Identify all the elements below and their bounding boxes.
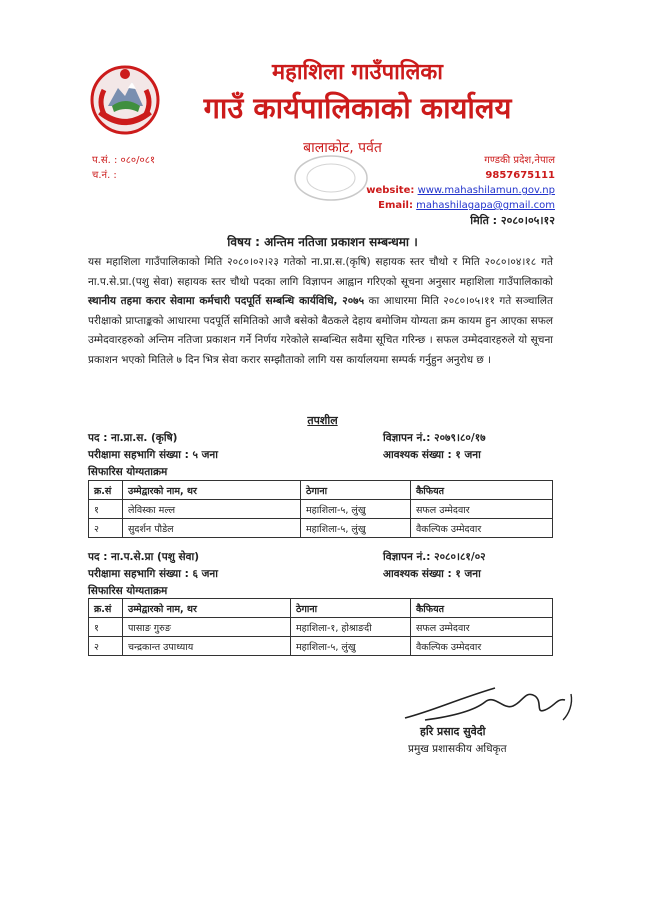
- signatory-title: प्रमुख प्रशासकीय अधिकृत: [408, 743, 507, 755]
- cell-serial: १: [89, 618, 123, 637]
- contact-block: [366, 153, 555, 228]
- website-label: website:: [366, 185, 415, 196]
- col-remarks: कैफियत: [411, 599, 553, 618]
- cell-address: महाशिला-५, लुंखु: [301, 519, 411, 538]
- col-serial: क्र.सं: [89, 599, 123, 618]
- table-header-row: [89, 481, 553, 500]
- post-2-vacancy: विज्ञापन नं.: २०८०।८१/०२: [383, 551, 486, 563]
- office-name: गाउँ कार्यपालिकाको कार्यालय: [203, 91, 512, 125]
- notice-body: [88, 253, 553, 370]
- cell-remarks: वैकल्पिक उम्मेदवार: [411, 519, 553, 538]
- post-1-title: पद : ना.प्रा.स. (कृषि): [88, 432, 178, 444]
- col-name: उम्मेद्वारको नाम, थर: [123, 599, 291, 618]
- post-1-table: [88, 480, 553, 538]
- phone-number: 9857675111: [485, 170, 555, 181]
- body-text-part2: का आधारमा मिति २०८०।०५।११ गते सञ्चालित परीक्षाको प्राप्ताङ्कको आधारमा पदपूर्ति समितिको आजै बसेको बैठकले देहाय बमोजिम योग्यता क्रम कायम हुन आएका सफल उम्मेदवारहरुको अन्तिम नतिजा प्रकाशन गर्ने निर्णय गरेकोले सम्बन्धित सवैमा सूचित गरिन्छ । सफल उम्मेदवारहरुले यो सूचना प्रकाशन भएको मितिले ७ दिन भित्र सेवा करार सम्झौताको लागि यस कार्यालयमा सम्पर्क गर्नुहुन अनुरोध छ ।: [88, 295, 554, 366]
- post-1-vacancy: विज्ञापन नं.: २०७९।८०/१७: [383, 432, 486, 444]
- cell-remarks: सफल उम्मेदवार: [411, 500, 553, 519]
- col-serial: क्र.सं: [89, 481, 123, 500]
- post-2-title: पद : ना.प.से.प्रा (पशु सेवा): [88, 551, 199, 563]
- post-1-list-title: सिफारिस योग्यताक्रम: [88, 466, 168, 478]
- cell-serial: २: [89, 519, 123, 538]
- post-2-required: आवश्यक संख्या : १ जना: [383, 568, 481, 580]
- table-header-row: [89, 599, 553, 618]
- cell-remarks: वैकल्पिक उम्मेदवार: [411, 637, 553, 656]
- post-1-required: आवश्यक संख्या : १ जना: [383, 449, 481, 461]
- cell-serial: २: [89, 637, 123, 656]
- table-row: [89, 500, 553, 519]
- post-1-participants: परीक्षामा सहभागि संख्या : ५ जना: [88, 449, 218, 461]
- province-label: गण्डकी प्रदेश,नेपाल: [484, 155, 555, 166]
- letter-date: मिति : २०८०।०५।१२: [470, 214, 555, 227]
- post-2-list-title: सिफारिस योग्यताक्रम: [88, 585, 168, 597]
- cell-name: लेविस्का मल्ल: [123, 500, 301, 519]
- email-link[interactable]: mahashilagapa@gmail.com: [416, 200, 555, 211]
- details-heading: तपशील: [307, 414, 338, 427]
- col-address: ठेगाना: [291, 599, 411, 618]
- col-remarks: कैफियत: [411, 481, 553, 500]
- cell-name: चन्द्रकान्त उपाध्याय: [123, 637, 291, 656]
- cell-address: महाशिला-५, लुंखु: [301, 500, 411, 519]
- post-2-table: [88, 598, 553, 656]
- cell-remarks: सफल उम्मेदवार: [411, 618, 553, 637]
- cell-name: सुदर्शन पौडेल: [123, 519, 301, 538]
- cell-address: महाशिला-१, होश्राङदी: [291, 618, 411, 637]
- body-text-part1: यस महाशिला गाउँपालिकाको मिति २०८०।०२।२३ गतेको ना.प्रा.स.(कृषि) सहायक स्तर चौथो र मिति २०८०।०४।१८ गते ना.प.से.प्रा.(पशु सेवा) सहायक स्तर चौथो पदका लागि विज्ञापन आह्वान गरिएको सूचना अनुसार महाशिला गाउँपालिकाको: [88, 256, 553, 288]
- reference-block: [92, 153, 155, 183]
- signatory-name: हरि प्रसाद सुवेदी: [420, 725, 486, 738]
- subject-line: विषय : अन्तिम नतिजा प्रकाशन सम्बन्धमा ।: [227, 235, 418, 249]
- dispatch-number: च.नं. :: [92, 170, 117, 181]
- organization-name: महाशिला गाउँपालिका: [271, 60, 443, 85]
- reference-number: प.सं. : ०८०/०८१: [92, 155, 156, 166]
- table-row: [89, 519, 553, 538]
- office-location: बालाकोट, पर्वत: [303, 140, 382, 156]
- cell-serial: १: [89, 500, 123, 519]
- cell-address: महाशिला-५, लुंखु: [291, 637, 411, 656]
- col-name: उम्मेद्वारको नाम, थर: [123, 481, 301, 500]
- post-2-participants: परीक्षामा सहभागि संख्या : ६ जना: [88, 568, 218, 580]
- website-link[interactable]: www.mahashilamun.gov.np: [417, 185, 555, 196]
- office-stamp-icon: [288, 150, 374, 206]
- col-address: ठेगाना: [301, 481, 411, 500]
- email-label: Email:: [378, 200, 413, 211]
- cell-name: पासाङ गुरुङ: [123, 618, 291, 637]
- table-row: [89, 618, 553, 637]
- table-row: [89, 637, 553, 656]
- body-text-bold: स्थानीय तहमा करार सेवामा कर्मचारी पदपूर्ति सम्बन्धि कार्यविधि, २०७५: [88, 295, 365, 307]
